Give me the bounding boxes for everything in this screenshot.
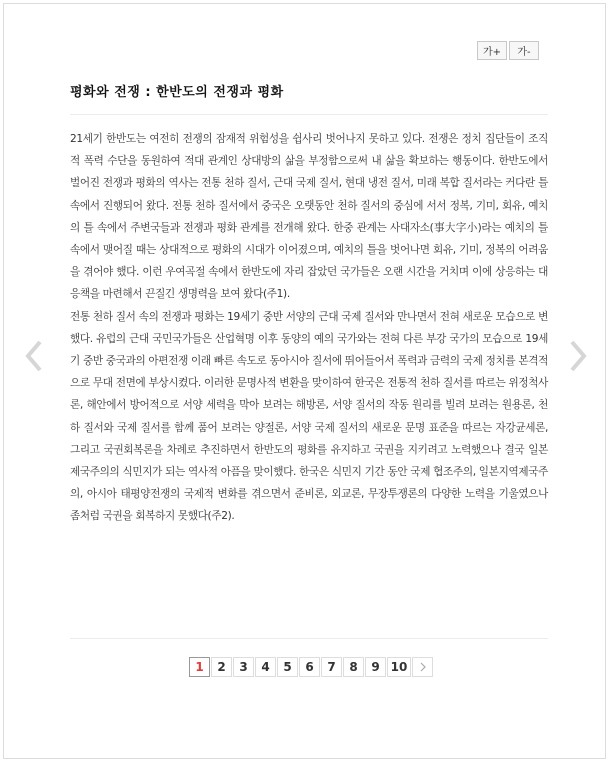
- chevron-right-icon: [568, 340, 588, 372]
- content-frame: [3, 3, 606, 759]
- page-1[interactable]: 1: [189, 657, 210, 677]
- page-2[interactable]: 2: [211, 657, 232, 677]
- page-9[interactable]: 9: [365, 657, 386, 677]
- font-increase-button[interactable]: 가+: [477, 41, 507, 60]
- content-divider: [70, 638, 548, 639]
- next-article-button[interactable]: [568, 340, 588, 372]
- page-5[interactable]: 5: [277, 657, 298, 677]
- next-page-button[interactable]: [412, 657, 433, 677]
- article-title: 평화와 전쟁 : 한반도의 전쟁과 평화: [70, 85, 284, 100]
- page-7[interactable]: 7: [321, 657, 342, 677]
- page-8[interactable]: 8: [343, 657, 364, 677]
- page-4[interactable]: 4: [255, 657, 276, 677]
- article-body: [70, 128, 548, 528]
- chevron-right-icon: [419, 662, 427, 672]
- title-divider: [70, 114, 548, 115]
- page-10[interactable]: 10: [387, 657, 411, 677]
- prev-article-button[interactable]: [24, 340, 44, 372]
- chevron-left-icon: [24, 340, 44, 372]
- pagination: [189, 657, 433, 677]
- article-paragraph-2: 전통 천하 질서 속의 전쟁과 평화는 19세기 중반 서양의 근대 국제 질서와 만나면서 전혀 새로운 모습으로 변했다. 유럽의 근대 국민국가들은 산업혁명 이후 동양의 예의 국가와는 전혀 다른 부강 국가의 모습으로 19세기 중반 중국과의 아편전쟁 이래 빠른 속도로 동아시아 질서에 뛰어들어서 폭력과 금력의 국제 정치를 본격적으로 무대 전면에 부상시켰다. 이러한 문명사적 변환을 맞이하여 한국은 전통적 천하 질서를 따르는 위정척사론, 해안에서 방어적으로 서양 세력을 막아 보려는 해방론, 서양 질서의 작동 원리를 빌려 보려는 원용론, 천하 질서와 국제 질서를 함께 품어 보려는 양절론, 서양 국제 질서의 새로운 문명 표준을 따르는 자강균세론, 그리고 국권회복론을 차례로 추진하면서 한반도의 평화를 유지하고 국권을 지키려고 노력했으나 결국 일본 제국주의의 식민지가 되는 역사적 아픔을 맞이했다. 한국은 식민지 기간 동안 국제 협조주의, 일본지역제국주의, 아시아 태평양전쟁의 국제적 변화를 겪으면서 준비론, 외교론, 무장투쟁론의 다양한 노력을 기울였으나 좀처럼 국권을 회복하지 못했다(주2).: [70, 310, 548, 523]
- page-6[interactable]: 6: [299, 657, 320, 677]
- font-size-controls: [477, 41, 539, 60]
- page-3[interactable]: 3: [233, 657, 254, 677]
- article-paragraph-1: 21세기 한반도는 여전히 전쟁의 잠재적 위험성을 쉽사리 벗어나지 못하고 있다. 전쟁은 정치 집단들이 조직적 폭력 수단을 동원하여 적대 관계인 상대방의 삶을 부정함으로써 내 삶을 확보하는 행동이다. 한반도에서 벌어진 전쟁과 평화의 역사는 전통 천하 질서, 근대 국제 질서, 현대 냉전 질서, 미래 복합 질서라는 커다란 틀 속에서 진행되어 왔다. 전통 천하 질서에서 중국은 오랫동안 천하 질서의 중심에 서서 정복, 기미, 회유, 예치의 틀 속에서 주변국들과 전쟁과 평화 관계를 전개해 왔다. 한중 관계는 사대자소(事大字小)라는 예치의 틀 속에서 맺어질 때는 상대적으로 평화의 시대가 이어졌으며, 예치의 틀을 벗어나면 회유, 기미, 정복의 어려움을 겪어야 했다. 이런 우여곡절 속에서 한반도에 자리 잡았던 국가들은 오랜 시간을 거치며 이에 상응하는 대응책을 마련해서 끈질긴 생명력을 보여 왔다(주1).: [70, 133, 548, 301]
- font-decrease-button[interactable]: 가-: [509, 41, 539, 60]
